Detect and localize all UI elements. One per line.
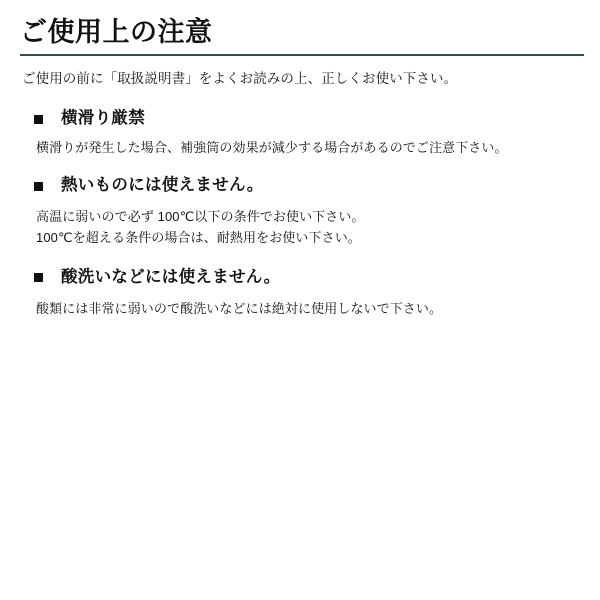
intro-text: ご使用の前に「取扱説明書」をよくお読みの上、正しくお使い下さい。	[22, 71, 458, 87]
notice-body-1	[36, 137, 582, 158]
notice-body-line: 酸類には非常に弱いので酸洗いなどには絶対に使用しないで下さい。	[36, 300, 443, 316]
notice-body-line: 横滑りが発生した場合、補強筒の効果が減少する場合があるのでご注意下さい。	[36, 140, 508, 156]
notice-body-3	[36, 298, 582, 319]
notice-section-1	[18, 109, 582, 158]
notice-section-2	[18, 176, 582, 248]
page-title: ご使用上の注意	[20, 17, 213, 47]
notice-heading-3	[34, 268, 582, 288]
notice-body-line: 100℃を超える条件の場合は、耐熱用をお使い下さい。	[36, 229, 361, 245]
notice-heading-1	[34, 109, 582, 129]
notice-heading-label: 酸洗いなどには使えません。	[61, 268, 281, 287]
notice-heading-label: 横滑り厳禁	[61, 109, 145, 128]
notice-body-2	[36, 206, 582, 248]
notice-heading-2	[34, 176, 582, 196]
title-divider	[20, 54, 584, 56]
notice-body-line: 高温に弱いので必ず 100℃以下の条件でお使い下さい。	[36, 208, 365, 224]
notice-section-3	[18, 268, 582, 319]
notice-heading-label: 熱いものには使えません。	[61, 176, 264, 195]
square-bullet-icon	[34, 182, 43, 191]
square-bullet-icon	[34, 273, 43, 282]
square-bullet-icon	[34, 115, 43, 124]
